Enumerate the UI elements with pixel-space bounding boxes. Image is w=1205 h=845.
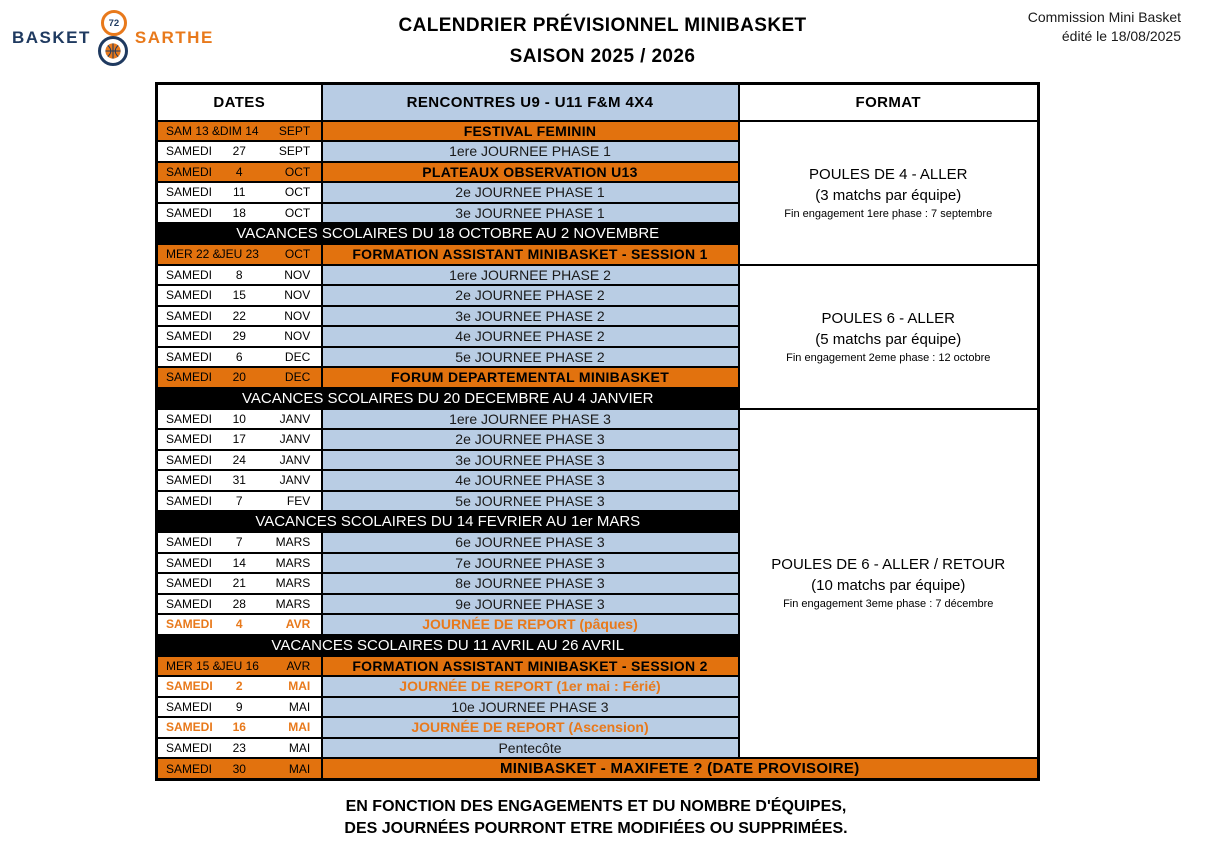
date-month: MAI: [288, 679, 311, 694]
date-num: 10: [232, 411, 246, 426]
date-cell: [157, 203, 322, 224]
calendar-body: [157, 121, 1039, 780]
format-note: Fin engagement 3eme phase : 7 décembre: [783, 598, 994, 611]
date-month: NOV: [284, 267, 311, 282]
date-day: SAMEDI: [166, 329, 213, 344]
page-title: [0, 10, 1205, 72]
table-row: [157, 265, 1039, 286]
date-cell: [157, 347, 322, 368]
date-day: SAMEDI: [166, 185, 213, 200]
date-num: 4: [235, 164, 243, 179]
date-day: SAMEDI: [166, 740, 213, 755]
event-cell: 4e JOURNEE PHASE 3: [322, 470, 739, 491]
event-cell: MINIBASKET - MAXIFETE ? (DATE PROVISOIRE): [322, 758, 1039, 780]
date-cell: [157, 409, 322, 430]
date-num: 20: [232, 370, 246, 385]
date-month: FEV: [286, 493, 311, 508]
event-cell: 10e JOURNEE PHASE 3: [322, 697, 739, 718]
format-sub: (5 matchs par équipe): [815, 330, 962, 348]
table-row: [157, 758, 1039, 780]
date-day: SAMEDI: [166, 349, 213, 364]
event-cell: FORMATION ASSISTANT MINIBASKET - SESSION 1: [322, 244, 739, 265]
date-cell: [157, 182, 322, 203]
date-num: 28: [232, 596, 246, 611]
date-day: SAMEDI: [166, 596, 213, 611]
date-cell: [157, 429, 322, 450]
date-day: SAMEDI: [166, 493, 213, 508]
date-cell: [157, 532, 322, 553]
date-month: MARS: [275, 555, 311, 570]
column-header-dates: DATES: [157, 84, 322, 121]
date-month: OCT: [284, 164, 311, 179]
event-cell: 1ere JOURNEE PHASE 3: [322, 409, 739, 430]
page-title-line2: SAISON 2025 / 2026: [509, 46, 696, 67]
date-month: AVR: [285, 617, 311, 632]
footer-line1: EN FONCTION DES ENGAGEMENTS ET DU NOMBRE D'ÉQUIPES,: [345, 798, 847, 815]
event-cell: JOURNÉE DE REPORT (pâques): [322, 614, 739, 635]
date-num: 31: [232, 473, 246, 488]
date-month: NOV: [284, 308, 311, 323]
date-cell: [157, 573, 322, 594]
date-day: SAMEDI: [166, 288, 213, 303]
date-cell: [157, 141, 322, 162]
date-day: SAMEDI: [166, 267, 213, 282]
vacances-row: VACANCES SCOLAIRES DU 20 DECEMBRE AU 4 JANVIER: [157, 388, 739, 409]
date-day: SAMEDI: [166, 535, 213, 550]
date-month: OCT: [284, 185, 311, 200]
column-header-rencontres: RENCONTRES U9 - U11 F&M 4X4: [322, 84, 739, 121]
date-num: 29: [232, 329, 246, 344]
date-num: 18: [232, 205, 246, 220]
date-month: MAI: [288, 699, 311, 714]
date-month: MARS: [275, 535, 311, 550]
commission-line1: Commission Mini Basket: [1027, 9, 1181, 25]
date-cell: [157, 594, 322, 615]
date-cell: [157, 450, 322, 471]
date-day: SAMEDI: [166, 679, 213, 694]
date-day: SAMEDI: [166, 576, 213, 591]
date-day: SAMEDI: [166, 699, 213, 714]
event-cell: 2e JOURNEE PHASE 2: [322, 285, 739, 306]
date-num: 9: [235, 699, 243, 714]
vacances-row: VACANCES SCOLAIRES DU 14 FEVRIER AU 1er MARS: [157, 511, 739, 532]
date-month: MARS: [275, 596, 311, 611]
date-cell: [157, 265, 322, 286]
vacances-row: VACANCES SCOLAIRES DU 18 OCTOBRE AU 2 NOVEMBRE: [157, 223, 739, 244]
date-cell: [157, 491, 322, 512]
date-num: 23: [232, 740, 246, 755]
date-num: 11: [233, 185, 246, 200]
date-num: 16: [232, 720, 246, 735]
date-num: 21: [232, 576, 246, 591]
event-cell: Pentecôte: [322, 738, 739, 759]
commission-line2: édité le 18/08/2025: [1061, 28, 1181, 44]
format-sub: (10 matchs par équipe): [811, 577, 966, 595]
format-note: Fin engagement 1ere phase : 7 septembre: [784, 207, 993, 220]
date-cell: [157, 470, 322, 491]
date-num: 7: [235, 535, 243, 550]
date-month: NOV: [284, 288, 311, 303]
date-cell: [157, 326, 322, 347]
date-cell: [157, 244, 322, 265]
column-header-format: FORMAT: [739, 84, 1039, 121]
date-num: 24: [232, 452, 246, 467]
date-cell: [157, 676, 322, 697]
date-day: MER 15 &: [166, 658, 221, 673]
date-cell: [157, 614, 322, 635]
event-cell: FESTIVAL FEMININ: [322, 121, 739, 142]
date-num: 7: [235, 493, 243, 508]
date-day: SAMEDI: [166, 370, 213, 385]
date-day: SAMEDI: [166, 617, 213, 632]
date-month: NOV: [284, 329, 311, 344]
date-num: 2: [235, 679, 243, 694]
date-day: MER 22 &: [166, 247, 221, 262]
date-month: MAI: [288, 740, 311, 755]
date-cell: [157, 306, 322, 327]
date-day: SAM 13 &: [166, 123, 221, 138]
date-day: SAMEDI: [166, 205, 213, 220]
page-title-line1: CALENDRIER PRÉVISIONNEL MINIBASKET: [398, 15, 807, 36]
logo-sarthe-text: SARTHE: [134, 28, 214, 47]
date-day: SAMEDI: [166, 473, 213, 488]
event-cell: 1ere JOURNEE PHASE 1: [322, 141, 739, 162]
date-num: 14: [232, 555, 246, 570]
header-row: [157, 84, 1039, 121]
date-day: SAMEDI: [166, 411, 213, 426]
event-cell: JOURNÉE DE REPORT (1er mai : Férié): [322, 676, 739, 697]
event-cell: 3e JOURNEE PHASE 1: [322, 203, 739, 224]
event-cell: 3e JOURNEE PHASE 3: [322, 450, 739, 471]
date-day: SAMEDI: [166, 555, 213, 570]
date-cell: [157, 697, 322, 718]
commission-note: [1028, 8, 1181, 46]
calendar-table: [155, 82, 1040, 781]
date-month: SEPT: [278, 123, 311, 138]
date-num: 27: [232, 144, 246, 159]
event-cell: 3e JOURNEE PHASE 2: [322, 306, 739, 327]
table-row: [157, 121, 1039, 142]
logo-72-badge: 72: [101, 10, 127, 36]
event-cell: JOURNÉE DE REPORT (Ascension): [322, 717, 739, 738]
date-month: OCT: [284, 205, 311, 220]
logo-basket-text: BASKET: [12, 28, 91, 47]
date-month: MAI: [288, 761, 311, 776]
format-cell: [739, 121, 1039, 265]
event-cell: 2e JOURNEE PHASE 1: [322, 182, 739, 203]
event-cell: 6e JOURNEE PHASE 3: [322, 532, 739, 553]
event-cell: 7e JOURNEE PHASE 3: [322, 553, 739, 574]
date-month: JANV: [279, 432, 311, 447]
date-cell: [157, 656, 322, 677]
event-cell: 5e JOURNEE PHASE 3: [322, 491, 739, 512]
event-cell: 5e JOURNEE PHASE 2: [322, 347, 739, 368]
date-month: JANV: [279, 473, 311, 488]
date-month: DEC: [284, 370, 311, 385]
date-num: 6: [235, 349, 243, 364]
date-num: 30: [232, 761, 246, 776]
date-cell: [157, 553, 322, 574]
date-num: DIM 14: [219, 123, 259, 138]
event-cell: 4e JOURNEE PHASE 2: [322, 326, 739, 347]
date-month: JANV: [279, 411, 311, 426]
format-title: POULES DE 4 - ALLER: [809, 165, 968, 183]
date-cell: [157, 285, 322, 306]
date-day: SAMEDI: [166, 452, 213, 467]
date-cell: [157, 121, 322, 142]
vacances-row: VACANCES SCOLAIRES DU 11 AVRIL AU 26 AVRIL: [157, 635, 739, 656]
date-month: OCT: [284, 247, 311, 262]
format-title: POULES DE 6 - ALLER / RETOUR: [771, 556, 1006, 574]
date-day: SAMEDI: [166, 164, 213, 179]
format-cell: [739, 409, 1039, 759]
table-row: [157, 409, 1039, 430]
footer-disclaimer: [0, 796, 1192, 840]
date-num: 22: [232, 308, 246, 323]
date-cell: [157, 717, 322, 738]
event-cell: 9e JOURNEE PHASE 3: [322, 594, 739, 615]
date-day: SAMEDI: [166, 308, 213, 323]
format-title: POULES 6 - ALLER: [821, 309, 955, 327]
event-cell: FORUM DEPARTEMENTAL MINIBASKET: [322, 367, 739, 388]
format-sub: (3 matchs par équipe): [815, 186, 962, 204]
date-num: 17: [232, 432, 246, 447]
event-cell: 2e JOURNEE PHASE 3: [322, 429, 739, 450]
date-month: AVR: [286, 658, 311, 673]
date-month: SEPT: [278, 144, 311, 159]
date-num: 4: [235, 617, 243, 632]
date-day: SAMEDI: [166, 432, 213, 447]
event-cell: PLATEAUX OBSERVATION U13: [322, 162, 739, 183]
date-cell: [157, 367, 322, 388]
date-month: DEC: [284, 349, 311, 364]
date-month: JANV: [279, 452, 311, 467]
date-cell: [157, 162, 322, 183]
date-num: 8: [235, 267, 243, 282]
date-month: MARS: [275, 576, 311, 591]
date-day: SAMEDI: [166, 761, 213, 776]
date-num: JEU 16: [219, 658, 259, 673]
date-num: 15: [232, 288, 246, 303]
date-cell: [157, 738, 322, 759]
date-num: JEU 23: [219, 247, 259, 262]
date-month: MAI: [288, 720, 311, 735]
format-cell: [739, 265, 1039, 409]
date-day: SAMEDI: [166, 144, 213, 159]
format-note: Fin engagement 2eme phase : 12 octobre: [786, 351, 991, 364]
footer-line2: DES JOURNÉES POURRONT ETRE MODIFIÉES OU SUPPRIMÉES.: [344, 820, 848, 837]
event-cell: 8e JOURNEE PHASE 3: [322, 573, 739, 594]
date-day: SAMEDI: [166, 720, 213, 735]
event-cell: FORMATION ASSISTANT MINIBASKET - SESSION 2: [322, 656, 739, 677]
date-cell: [157, 758, 322, 780]
event-cell: 1ere JOURNEE PHASE 2: [322, 265, 739, 286]
